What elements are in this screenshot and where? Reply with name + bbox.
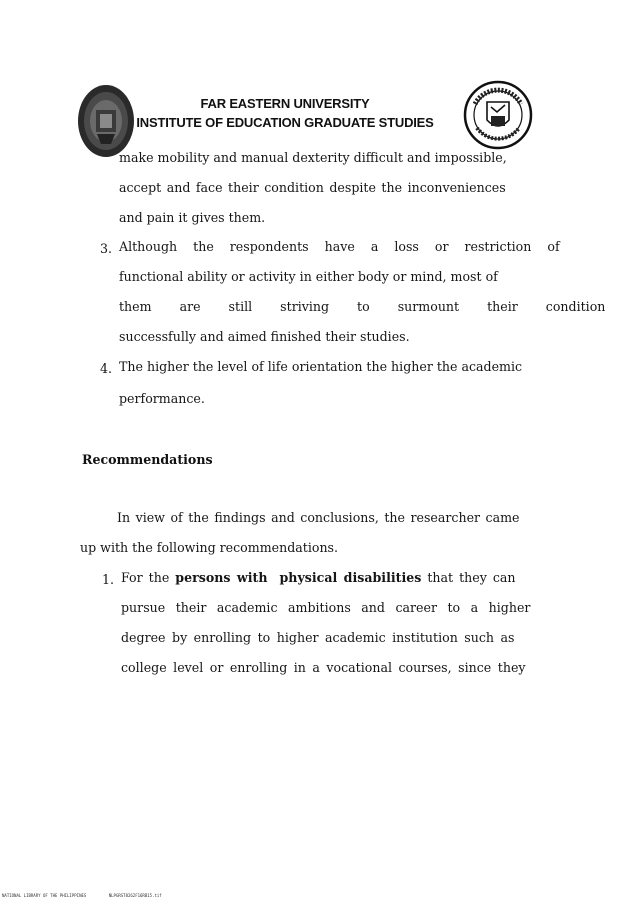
intro-line-1: In view of the findings and conclusions, the researcher came xyxy=(117,510,520,525)
text-run: that they can xyxy=(427,570,516,585)
item3-line-2: functional ability or activity in either body or mind, most of xyxy=(119,269,498,284)
institute-name: INSTITUTE OF EDUCATION GRADUATE STUDIES xyxy=(136,115,434,130)
item4-line-1: The higher the level of life orientation the higher the academic xyxy=(119,359,523,374)
item4-number: 4. xyxy=(100,361,113,376)
university-name: FAR EASTERN UNIVERSITY xyxy=(200,96,370,111)
item2-line-1 xyxy=(119,152,517,165)
institute-seal-right-icon xyxy=(463,80,533,150)
item2-line-3: and pain it gives them. xyxy=(119,210,266,225)
intro-line-2: up with the following recommendations. xyxy=(80,540,339,555)
rec-item1-number: 1. xyxy=(102,572,115,587)
scan-footer xyxy=(2,893,182,898)
scan-code: NLPGRST8262F16RB15.tif xyxy=(108,893,162,898)
item3-line-3: them are still striving to surmount their condition xyxy=(119,299,606,314)
item2-line-2: accept and face their condition despite the inconveniences xyxy=(119,180,506,195)
item4-line-2: performance. xyxy=(119,391,205,406)
rec-item1-line-2: pursue their academic ambitions and career to a higher xyxy=(121,600,531,615)
rec-item1-line-4: college level or enrolling in a vocational courses, since they xyxy=(121,660,526,675)
text-run: make mobility and manual dexterity difficult and impossible, xyxy=(119,150,507,165)
item3-line-1: Although the respondents have a loss or restriction of xyxy=(119,239,560,254)
rec-item1-line-3: degree by enrolling to higher academic institution such as xyxy=(121,630,515,645)
item3-number: 3. xyxy=(100,241,113,256)
library-name: NATIONAL LIBRARY OF THE PHILIPPINES xyxy=(2,893,87,898)
recommendations-heading: Recommendations xyxy=(82,452,213,467)
text-run: For the xyxy=(121,570,170,585)
bold-text-run: persons with xyxy=(175,570,268,585)
item3-line-4: successfully and aimed finished their studies. xyxy=(119,329,410,344)
rec-item1-line-1 xyxy=(121,572,516,585)
bold-text-run: physical disabilities xyxy=(279,570,422,585)
